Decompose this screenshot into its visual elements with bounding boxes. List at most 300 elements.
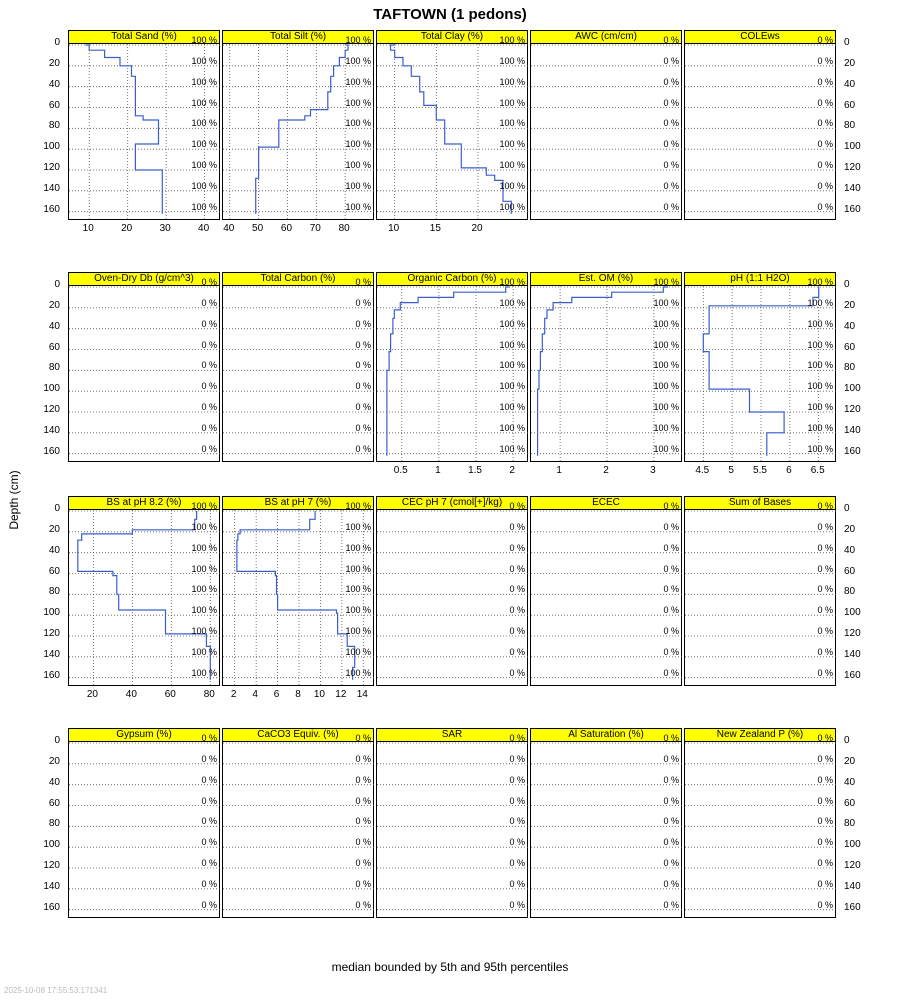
depth-tick-label-left: 120 <box>43 628 60 639</box>
pct-annotation: 0 % <box>201 297 217 308</box>
page-title: TAFTOWN (1 pedons) <box>373 6 527 23</box>
panel-title: CEC pH 7 (cmol[+]/kg) <box>376 496 528 510</box>
pct-annotation: 100 % <box>345 139 371 150</box>
pct-annotation: 100 % <box>345 584 371 595</box>
pct-annotation: 100 % <box>345 563 371 574</box>
x-tick-label: 1 <box>435 465 441 476</box>
pct-annotation: 100 % <box>191 605 217 616</box>
panel-title: ECEC <box>530 496 682 510</box>
depth-tick-label-right: 80 <box>844 362 856 374</box>
pct-annotation: 0 % <box>663 35 679 45</box>
pct-annotation: 0 % <box>509 858 525 868</box>
pct-annotation: 0 % <box>509 774 525 785</box>
pct-annotation: 0 % <box>817 160 833 170</box>
depth-tick-label-left: 40 <box>48 544 60 556</box>
pct-annotation: 0 % <box>817 858 833 868</box>
pct-annotation: 0 % <box>663 180 679 191</box>
x-tick-label: 15 <box>429 223 441 234</box>
chart-panel <box>684 30 836 220</box>
pct-annotation: 0 % <box>817 837 833 848</box>
x-tick-label: 5.5 <box>753 465 767 476</box>
x-tick-label: 3 <box>650 465 656 476</box>
pct-annotation: 100 % <box>499 76 525 87</box>
chart-panel <box>530 30 682 220</box>
footer-note: median bounded by 5th and 95th percentiles <box>331 960 569 974</box>
depth-tick-label-right: 140 <box>844 182 861 194</box>
depth-tick-label-right: 100 <box>844 839 861 851</box>
pct-annotation: 100 % <box>807 360 833 371</box>
pct-annotation: 100 % <box>807 402 833 412</box>
x-tick-label: 10 <box>388 223 400 234</box>
pct-annotation: 0 % <box>817 899 833 910</box>
y-axis-label: Depth (cm) <box>7 470 21 530</box>
pct-annotation: 0 % <box>355 318 371 329</box>
pct-annotation: 0 % <box>355 422 371 433</box>
x-tick-label: 6.5 <box>810 465 825 476</box>
pct-annotation: 100 % <box>191 646 217 657</box>
pct-annotation: 0 % <box>355 899 371 910</box>
panel-title: Est. OM (%) <box>530 272 682 286</box>
depth-tick-label-left: 20 <box>48 299 60 311</box>
pct-annotation: 0 % <box>663 837 679 848</box>
pct-annotation: 0 % <box>817 563 833 574</box>
depth-tick-label-left: 100 <box>43 383 60 395</box>
pct-annotation: 0 % <box>509 667 525 678</box>
pct-annotation: 0 % <box>509 521 525 532</box>
pct-annotation: 0 % <box>663 733 679 743</box>
pct-annotation: 100 % <box>499 318 525 329</box>
pct-annotation: 0 % <box>201 360 217 371</box>
pct-annotation: 100 % <box>653 422 679 433</box>
depth-tick-label-left: 20 <box>48 523 60 535</box>
pct-annotation: 100 % <box>653 360 679 371</box>
pct-annotation: 100 % <box>499 360 525 371</box>
depth-tick-label-right: 40 <box>844 78 856 90</box>
pct-annotation: 100 % <box>345 667 371 678</box>
pct-annotation: 0 % <box>817 35 833 45</box>
pct-annotation: 100 % <box>807 339 833 350</box>
depth-tick-label-right: 40 <box>844 320 856 332</box>
x-tick-label: 2 <box>230 689 237 700</box>
depth-tick-label-left: 40 <box>48 78 60 90</box>
pct-annotation: 100 % <box>653 339 679 350</box>
depth-tick-label-right: 40 <box>844 544 856 556</box>
pct-annotation: 0 % <box>509 542 525 553</box>
depth-tick-label-right: 160 <box>844 203 861 215</box>
x-tick-label: 40 <box>223 223 235 234</box>
depth-tick-label-left: 120 <box>43 860 60 871</box>
pct-annotation: 100 % <box>345 501 371 511</box>
pct-annotation: 0 % <box>663 858 679 868</box>
depth-tick-label-right: 20 <box>844 523 856 535</box>
pct-annotation: 0 % <box>509 733 525 743</box>
pct-annotation: 0 % <box>663 816 679 827</box>
x-tick-label: 20 <box>471 223 483 234</box>
chart-panel <box>376 496 528 686</box>
pct-annotation: 0 % <box>355 816 371 827</box>
pct-annotation: 0 % <box>201 858 217 868</box>
depth-tick-label-right: 80 <box>844 586 856 598</box>
depth-tick-label-right: 160 <box>844 669 861 681</box>
depth-tick-label-left: 60 <box>48 341 60 353</box>
depth-tick-label-right: 60 <box>844 341 856 353</box>
pct-annotation: 100 % <box>807 318 833 329</box>
pct-annotation: 0 % <box>201 381 217 392</box>
pct-annotation: 100 % <box>191 667 217 678</box>
pct-annotation: 100 % <box>499 277 525 287</box>
pct-annotation: 0 % <box>817 667 833 678</box>
pct-annotation: 0 % <box>663 542 679 553</box>
panel-title: Total Carbon (%) <box>222 272 374 286</box>
pct-annotation: 0 % <box>817 76 833 87</box>
chart-panel <box>68 30 220 220</box>
pct-annotation: 0 % <box>817 521 833 532</box>
pct-annotation: 0 % <box>663 521 679 532</box>
x-tick-label: 80 <box>338 223 350 234</box>
pct-annotation: 0 % <box>355 795 371 806</box>
x-tick-label: 20 <box>86 689 98 700</box>
pct-annotation: 100 % <box>653 402 679 412</box>
pct-annotation: 0 % <box>201 339 217 350</box>
depth-tick-label-right: 120 <box>844 404 861 415</box>
pct-annotation: 100 % <box>807 443 833 454</box>
pct-annotation: 0 % <box>509 626 525 636</box>
pct-annotation: 0 % <box>355 381 371 392</box>
pct-annotation: 0 % <box>355 277 371 287</box>
pct-annotation: 0 % <box>663 605 679 616</box>
pct-annotation: 0 % <box>355 878 371 889</box>
pct-annotation: 0 % <box>663 76 679 87</box>
pct-annotation: 100 % <box>499 443 525 454</box>
x-tick-label: 0.5 <box>393 465 408 476</box>
x-tick-label: 5 <box>728 465 734 476</box>
depth-tick-label-left: 60 <box>48 797 60 809</box>
depth-tick-label-left: 140 <box>43 648 60 660</box>
pct-annotation: 0 % <box>817 816 833 827</box>
pct-annotation: 100 % <box>499 180 525 191</box>
pct-annotation: 0 % <box>201 899 217 910</box>
timestamp: 2025-10-08 17:55:53.171341 <box>4 986 108 995</box>
pct-annotation: 100 % <box>807 277 833 287</box>
pct-annotation: 0 % <box>509 899 525 910</box>
pct-annotation: 0 % <box>509 501 525 511</box>
depth-tick-label-left: 160 <box>43 901 60 913</box>
x-tick-label: 14 <box>356 689 368 700</box>
pct-annotation: 100 % <box>191 501 217 511</box>
pct-annotation: 0 % <box>201 795 217 806</box>
pct-annotation: 0 % <box>817 501 833 511</box>
x-tick-label: 8 <box>295 689 301 700</box>
pct-annotation: 0 % <box>817 646 833 657</box>
pct-annotation: 100 % <box>191 55 217 66</box>
pct-annotation: 0 % <box>663 878 679 889</box>
x-tick-label: 6 <box>273 689 280 700</box>
profile-line <box>387 287 510 456</box>
depth-tick-label-left: 60 <box>48 565 60 577</box>
pct-annotation: 0 % <box>663 795 679 806</box>
pct-annotation: 0 % <box>817 878 833 889</box>
x-tick-label: 2 <box>603 465 609 476</box>
x-tick-label: 40 <box>125 689 137 700</box>
depth-tick-label-right: 0 <box>844 279 850 290</box>
depth-tick-label-right: 140 <box>844 648 861 660</box>
depth-tick-label-right: 60 <box>844 797 856 809</box>
profile-line <box>391 45 512 214</box>
pct-annotation: 0 % <box>817 118 833 129</box>
pct-annotation: 100 % <box>191 118 217 129</box>
pct-annotation: 0 % <box>663 160 679 170</box>
pct-annotation: 0 % <box>817 55 833 66</box>
pct-annotation: 0 % <box>355 733 371 743</box>
pct-annotation: 100 % <box>191 160 217 170</box>
x-tick-label: 1 <box>556 465 562 476</box>
depth-tick-label-left: 20 <box>48 755 60 767</box>
depth-tick-label-right: 100 <box>844 141 861 153</box>
pct-annotation: 0 % <box>817 542 833 553</box>
pct-annotation: 0 % <box>201 816 217 827</box>
panel-title: CaCO3 Equiv. (%) <box>222 728 374 742</box>
depth-tick-label-left: 0 <box>54 37 60 48</box>
pct-annotation: 0 % <box>663 118 679 129</box>
pct-annotation: 0 % <box>663 139 679 150</box>
depth-tick-label-right: 0 <box>844 735 850 746</box>
pct-annotation: 0 % <box>663 646 679 657</box>
pct-annotation: 0 % <box>201 402 217 412</box>
depth-tick-label-right: 80 <box>844 818 856 830</box>
pct-annotation: 0 % <box>201 753 217 764</box>
pct-annotation: 0 % <box>201 277 217 287</box>
chart-panel <box>376 728 528 918</box>
x-tick-label: 50 <box>252 223 264 234</box>
chart-panel <box>530 728 682 918</box>
chart-panel <box>530 496 682 686</box>
chart-panel <box>68 728 220 918</box>
pct-annotation: 100 % <box>499 381 525 392</box>
chart-panel <box>530 272 682 462</box>
depth-tick-label-left: 160 <box>43 203 60 215</box>
depth-tick-label-right: 40 <box>844 776 856 788</box>
pct-annotation: 0 % <box>663 667 679 678</box>
pct-annotation: 0 % <box>663 501 679 511</box>
pct-annotation: 100 % <box>191 76 217 87</box>
depth-tick-label-left: 120 <box>43 404 60 415</box>
pct-annotation: 0 % <box>509 795 525 806</box>
pct-annotation: 100 % <box>191 563 217 574</box>
pct-annotation: 100 % <box>191 584 217 595</box>
panel-title: Total Clay (%) <box>376 30 528 44</box>
pct-annotation: 0 % <box>201 422 217 433</box>
pct-annotation: 100 % <box>191 180 217 191</box>
pct-annotation: 0 % <box>201 443 217 454</box>
x-tick-label: 20 <box>121 223 133 234</box>
x-tick-label: 4.5 <box>695 465 710 476</box>
panel-title: Oven-Dry Db (g/cm^3) <box>68 272 220 286</box>
pct-annotation: 100 % <box>345 180 371 191</box>
depth-tick-label-right: 20 <box>844 299 856 311</box>
chart-panel <box>68 272 220 462</box>
pct-annotation: 0 % <box>201 733 217 743</box>
chart-panel <box>684 728 836 918</box>
pct-annotation: 100 % <box>345 160 371 170</box>
pct-annotation: 0 % <box>817 139 833 150</box>
depth-tick-label-left: 40 <box>48 320 60 332</box>
depth-tick-label-left: 140 <box>43 880 60 892</box>
pct-annotation: 0 % <box>663 753 679 764</box>
pct-annotation: 100 % <box>499 201 525 212</box>
pct-annotation: 100 % <box>499 339 525 350</box>
pct-annotation: 0 % <box>663 97 679 108</box>
panel-title: SAR <box>376 728 528 742</box>
profile-line <box>85 45 162 214</box>
chart-panel <box>376 272 528 462</box>
depth-tick-label-right: 80 <box>844 120 856 132</box>
depth-tick-label-left: 60 <box>48 99 60 111</box>
depth-tick-label-left: 0 <box>54 735 60 746</box>
pct-annotation: 100 % <box>345 605 371 616</box>
x-tick-label: 30 <box>159 223 171 234</box>
chart-panel <box>684 272 836 462</box>
pct-annotation: 0 % <box>201 878 217 889</box>
pct-annotation: 100 % <box>499 118 525 129</box>
depth-tick-label-right: 0 <box>844 37 850 48</box>
pct-annotation: 0 % <box>663 626 679 636</box>
pct-annotation: 100 % <box>191 97 217 108</box>
pct-annotation: 100 % <box>191 201 217 212</box>
depth-tick-label-right: 60 <box>844 99 856 111</box>
pct-annotation: 0 % <box>663 584 679 595</box>
x-tick-label: 10 <box>313 689 325 700</box>
pct-annotation: 0 % <box>509 878 525 889</box>
pct-annotation: 0 % <box>663 201 679 212</box>
pct-annotation: 100 % <box>499 97 525 108</box>
pct-annotation: 100 % <box>807 422 833 433</box>
pct-annotation: 0 % <box>817 605 833 616</box>
pct-annotation: 100 % <box>191 542 217 553</box>
depth-tick-label-left: 160 <box>43 669 60 681</box>
x-tick-label: 6 <box>786 465 792 476</box>
pct-annotation: 0 % <box>817 774 833 785</box>
chart-panel <box>68 496 220 686</box>
x-tick-label: 80 <box>203 689 215 700</box>
pct-annotation: 100 % <box>653 277 679 287</box>
pct-annotation: 0 % <box>509 753 525 764</box>
pct-annotation: 0 % <box>201 837 217 848</box>
pct-annotation: 0 % <box>509 584 525 595</box>
pct-annotation: 100 % <box>345 97 371 108</box>
pct-annotation: 0 % <box>817 97 833 108</box>
chart-panel <box>222 496 374 686</box>
depth-tick-label-right: 100 <box>844 607 861 619</box>
pct-annotation: 0 % <box>663 55 679 66</box>
chart-panel <box>222 30 374 220</box>
pct-annotation: 0 % <box>817 584 833 595</box>
x-tick-label: 10 <box>82 223 94 234</box>
x-tick-label: 60 <box>280 223 293 234</box>
pct-annotation: 0 % <box>509 563 525 574</box>
pct-annotation: 100 % <box>345 76 371 87</box>
depth-tick-label-left: 100 <box>43 141 60 153</box>
panel-title: New Zealand P (%) <box>684 728 836 742</box>
pct-annotation: 0 % <box>509 605 525 616</box>
panel-title: Organic Carbon (%) <box>376 272 528 286</box>
pct-annotation: 0 % <box>355 360 371 371</box>
pct-annotation: 100 % <box>653 318 679 329</box>
chart-panel <box>222 272 374 462</box>
pct-annotation: 0 % <box>663 899 679 910</box>
pct-annotation: 100 % <box>653 297 679 308</box>
depth-tick-label-left: 80 <box>48 818 60 830</box>
depth-tick-label-left: 80 <box>48 586 60 598</box>
depth-tick-label-right: 0 <box>844 503 850 514</box>
depth-tick-label-left: 100 <box>43 839 60 851</box>
panel-title: Total Silt (%) <box>222 30 374 44</box>
pct-annotation: 100 % <box>499 297 525 308</box>
profile-line <box>256 45 348 214</box>
pct-annotation: 0 % <box>355 837 371 848</box>
pct-annotation: 100 % <box>345 55 371 66</box>
depth-tick-label-right: 140 <box>844 424 861 436</box>
depth-tick-label-right: 140 <box>844 880 861 892</box>
depth-tick-label-left: 0 <box>54 503 60 514</box>
chart-panel <box>684 496 836 686</box>
pct-annotation: 0 % <box>509 837 525 848</box>
chart-panel <box>222 728 374 918</box>
pct-annotation: 100 % <box>345 542 371 553</box>
pct-annotation: 100 % <box>499 35 525 45</box>
pct-annotation: 0 % <box>355 753 371 764</box>
pct-annotation: 0 % <box>817 753 833 764</box>
panel-title: COLEws <box>684 30 836 44</box>
pct-annotation: 100 % <box>499 402 525 412</box>
pct-annotation: 0 % <box>355 774 371 785</box>
depth-tick-label-right: 120 <box>844 860 861 871</box>
pct-annotation: 100 % <box>499 139 525 150</box>
pct-annotation: 0 % <box>201 318 217 329</box>
depth-tick-label-right: 120 <box>844 162 861 173</box>
pct-annotation: 0 % <box>355 858 371 868</box>
pct-annotation: 0 % <box>663 774 679 785</box>
depth-tick-label-right: 160 <box>844 901 861 913</box>
depth-tick-label-right: 60 <box>844 565 856 577</box>
pct-annotation: 100 % <box>345 201 371 212</box>
pct-annotation: 0 % <box>817 795 833 806</box>
depth-tick-label-left: 0 <box>54 279 60 290</box>
depth-tick-label-left: 120 <box>43 162 60 173</box>
x-tick-label: 40 <box>198 223 210 234</box>
pct-annotation: 100 % <box>191 521 217 532</box>
pct-annotation: 0 % <box>817 180 833 191</box>
panel-title: Gypsum (%) <box>68 728 220 742</box>
depth-tick-label-right: 100 <box>844 383 861 395</box>
depth-tick-label-left: 40 <box>48 776 60 788</box>
pct-annotation: 100 % <box>191 626 217 636</box>
depth-tick-label-left: 160 <box>43 445 60 457</box>
panel-title: BS at pH 8.2 (%) <box>68 496 220 510</box>
panel-title: Al Saturation (%) <box>530 728 682 742</box>
depth-tick-label-left: 80 <box>48 362 60 374</box>
pct-annotation: 0 % <box>817 201 833 212</box>
pct-annotation: 100 % <box>345 646 371 657</box>
pct-annotation: 100 % <box>345 118 371 129</box>
depth-tick-label-right: 160 <box>844 445 861 457</box>
pct-annotation: 0 % <box>817 626 833 636</box>
pct-annotation: 0 % <box>509 816 525 827</box>
pct-annotation: 0 % <box>355 402 371 412</box>
chart-panel <box>376 30 528 220</box>
pct-annotation: 100 % <box>499 160 525 170</box>
x-tick-label: 70 <box>309 223 321 234</box>
panel-title: BS at pH 7 (%) <box>222 496 374 510</box>
